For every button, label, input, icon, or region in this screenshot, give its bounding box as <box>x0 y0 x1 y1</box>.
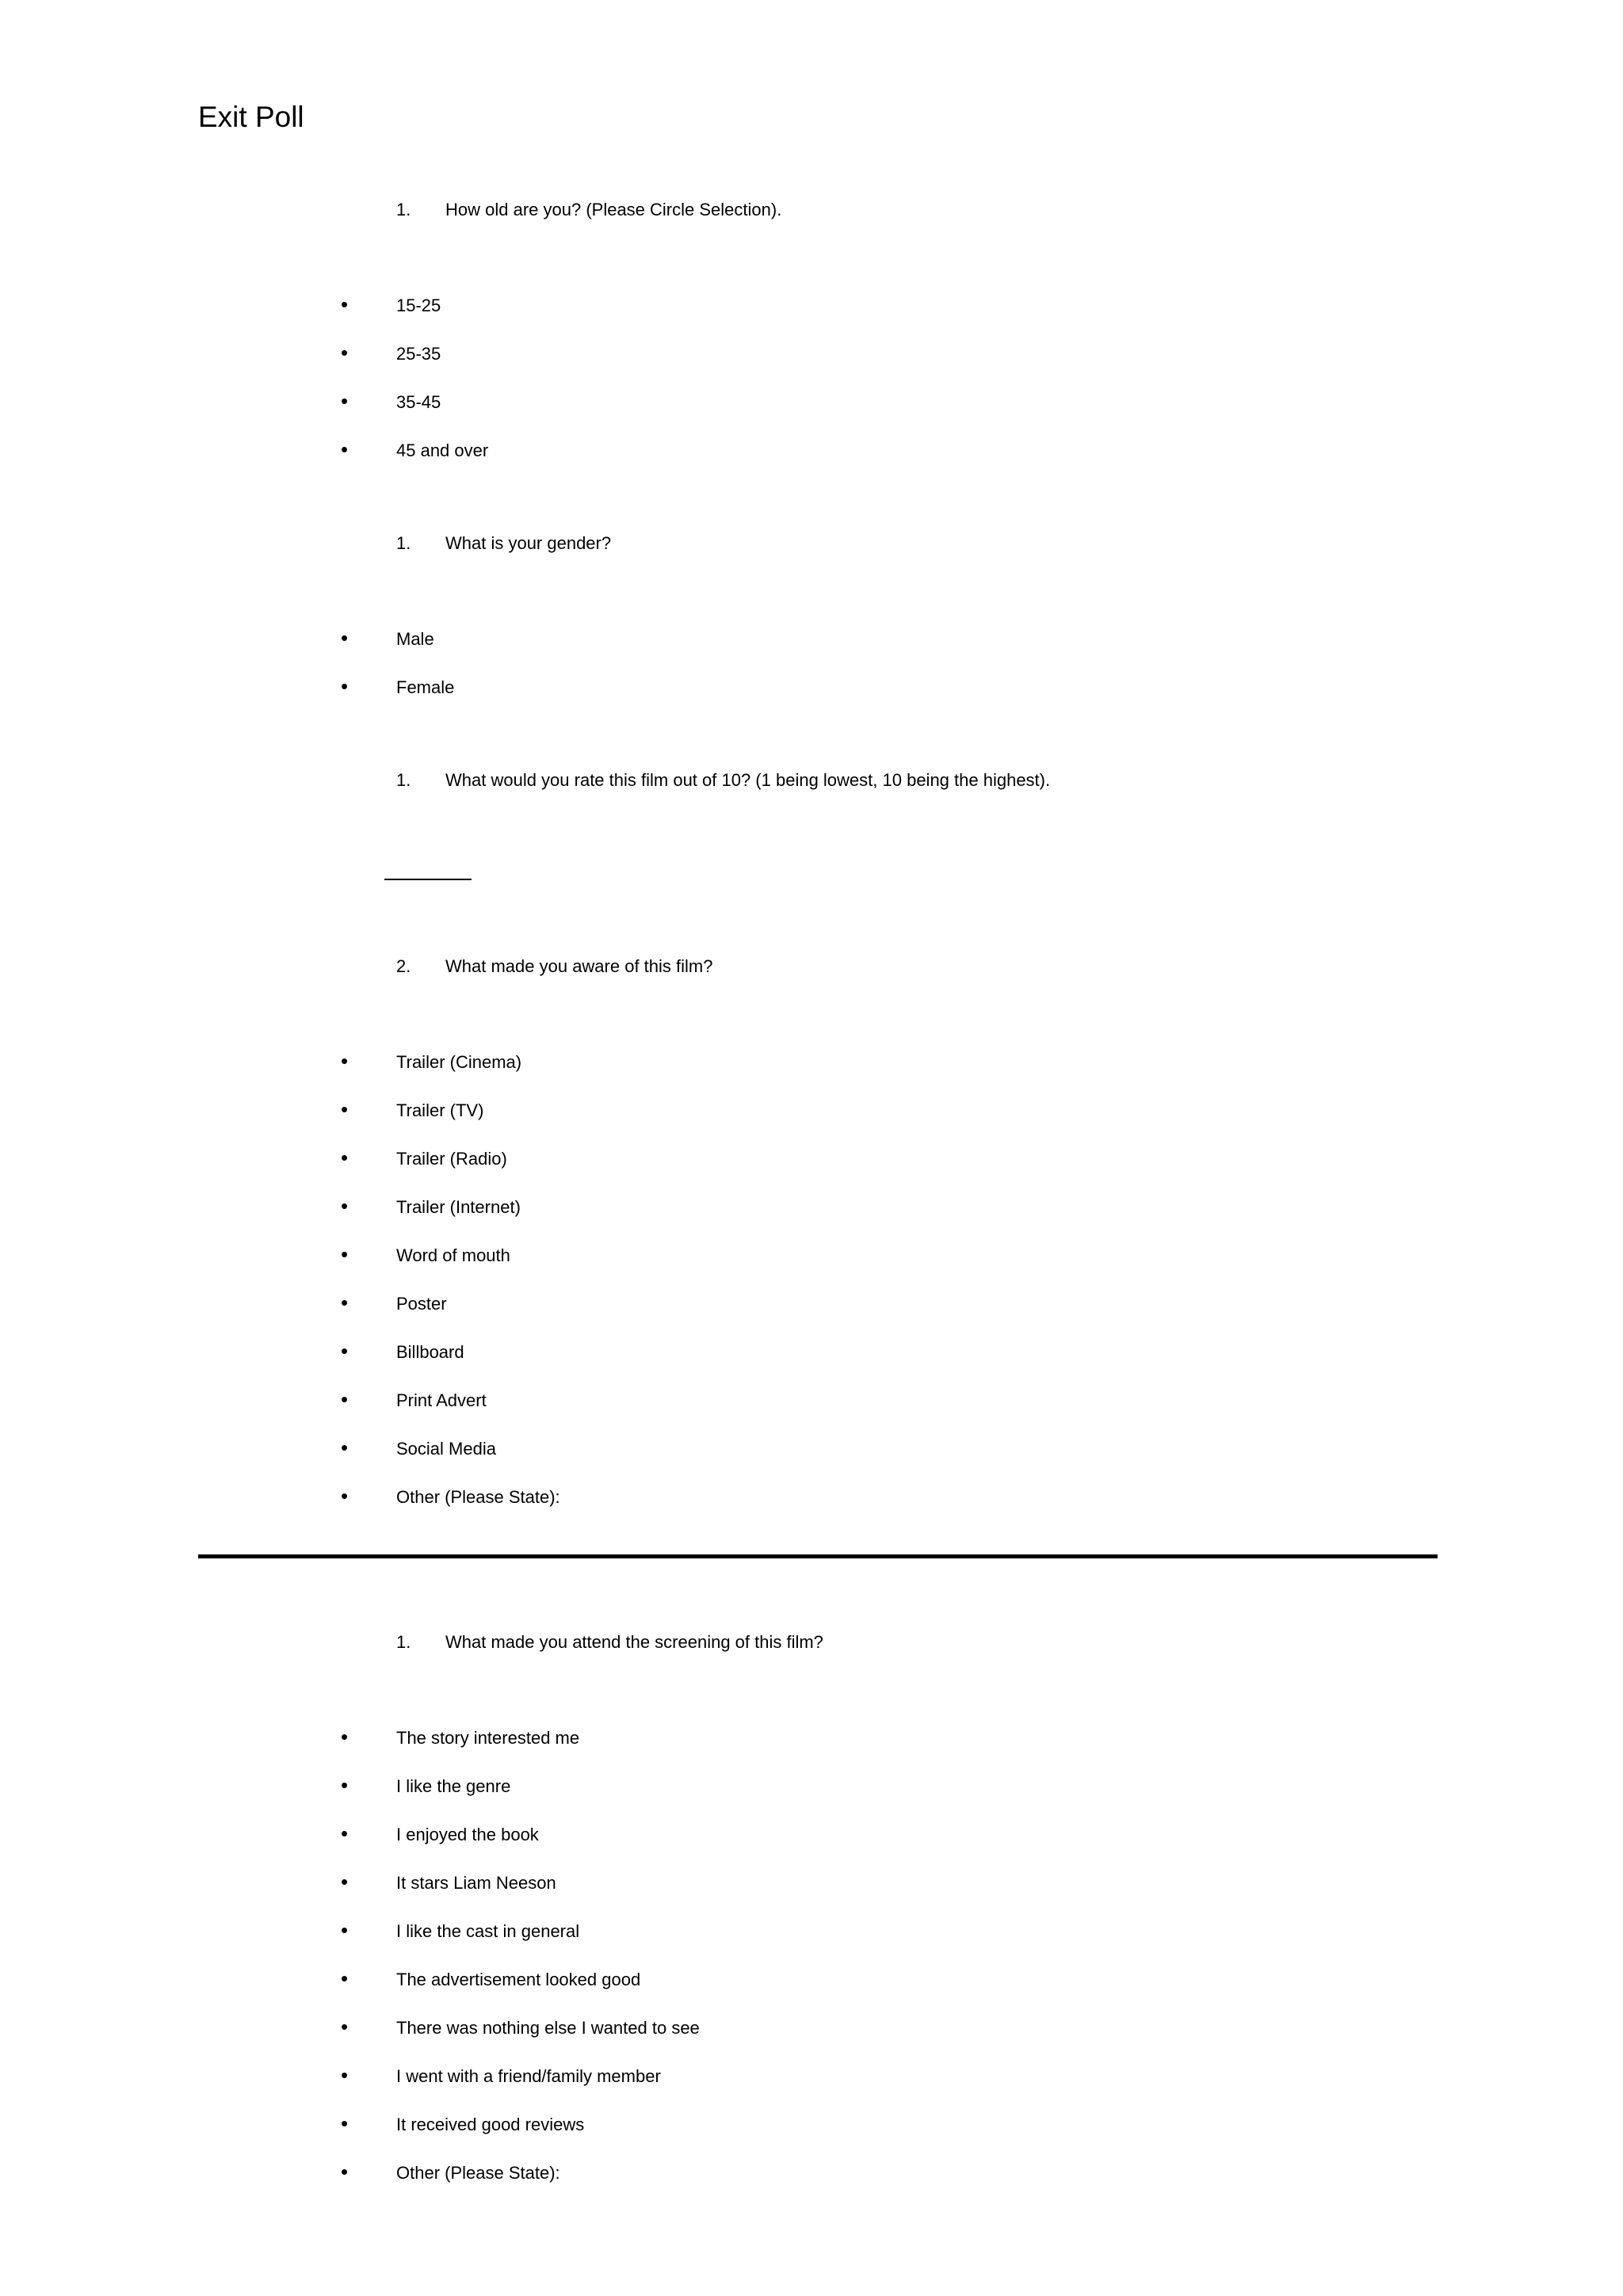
option-stars-liam-neeson[interactable] <box>341 1870 700 1918</box>
bullet-icon: • <box>341 1484 349 1508</box>
page-title: Exit Poll <box>198 101 304 133</box>
bullet-icon: • <box>341 1436 349 1459</box>
bullet-icon: • <box>341 2160 349 2183</box>
bullet-icon: • <box>341 2111 349 2135</box>
question-text: How old are you? (Please Circle Selection). <box>445 200 782 219</box>
bullet-icon: • <box>341 1821 349 1845</box>
option-label: Trailer (TV) <box>396 1100 484 1120</box>
option-label: 25-35 <box>396 344 441 364</box>
option-word-of-mouth[interactable] <box>341 1242 560 1291</box>
option-label: The advertisement looked good <box>396 1970 641 1989</box>
option-label: 15-25 <box>396 296 441 315</box>
option-story-interested[interactable] <box>341 1725 700 1773</box>
option-like-genre[interactable] <box>341 1773 700 1821</box>
bullet-icon: • <box>341 389 349 413</box>
option-poster[interactable] <box>341 1291 560 1339</box>
option-label: Billboard <box>396 1342 464 1362</box>
bullet-icon: • <box>341 1146 349 1169</box>
option-label: There was nothing else I wanted to see <box>396 2018 700 2038</box>
bullet-icon: • <box>341 437 349 461</box>
question-number: 2. <box>396 956 411 976</box>
option-label: It stars Liam Neeson <box>396 1873 556 1893</box>
bullet-icon: • <box>341 2015 349 2039</box>
option-label: Word of mouth <box>396 1245 510 1265</box>
attendance-options-list <box>341 1725 700 2208</box>
option-label: I enjoyed the book <box>396 1825 539 1844</box>
option-social-media[interactable] <box>341 1436 560 1484</box>
option-label: Other (Please State): <box>396 1487 560 1507</box>
question-attendance <box>396 1630 823 1654</box>
question-text: What made you aware of this film? <box>445 956 713 976</box>
option-awareness-other[interactable] <box>341 1484 560 1532</box>
option-trailer-cinema[interactable] <box>341 1049 560 1097</box>
bullet-icon: • <box>341 1242 349 1266</box>
question-text: What made you attend the screening of this film? <box>445 1632 823 1652</box>
question-rating <box>396 769 1050 792</box>
option-label: Poster <box>396 1294 447 1314</box>
question-number: 1. <box>396 1632 411 1652</box>
bullet-icon: • <box>341 1194 349 1218</box>
option-label: Trailer (Internet) <box>396 1197 521 1217</box>
option-label: Female <box>396 677 455 697</box>
bullet-icon: • <box>341 292 349 316</box>
bullet-icon: • <box>341 1291 349 1314</box>
question-text: What would you rate this film out of 10? (1 being lowest, 10 being the highest). <box>445 770 1051 790</box>
option-label: I like the cast in general <box>396 1921 580 1941</box>
option-print-advert[interactable] <box>341 1387 560 1436</box>
bullet-icon: • <box>341 1870 349 1894</box>
option-nothing-else[interactable] <box>341 2015 700 2063</box>
option-age-15-25[interactable] <box>341 292 488 341</box>
bullet-icon: • <box>341 626 349 650</box>
option-label: Male <box>396 629 434 649</box>
question-awareness <box>396 955 712 978</box>
option-label: I went with a friend/family member <box>396 2066 661 2086</box>
option-label: The story interested me <box>396 1728 580 1748</box>
age-options-list <box>341 292 488 486</box>
option-label: It received good reviews <box>396 2115 585 2134</box>
option-label: Trailer (Radio) <box>396 1149 507 1169</box>
option-label: Other (Please State): <box>396 2163 560 2183</box>
bullet-icon: • <box>341 1049 349 1073</box>
bullet-icon: • <box>341 1387 349 1411</box>
awareness-options-list <box>341 1049 560 1532</box>
question-number: 1. <box>396 770 411 790</box>
option-like-cast[interactable] <box>341 1918 700 1966</box>
option-age-25-35[interactable] <box>341 341 488 389</box>
rating-answer-line[interactable] <box>384 879 472 880</box>
option-label: Trailer (Cinema) <box>396 1052 522 1072</box>
option-label: 35-45 <box>396 392 441 412</box>
bullet-icon: • <box>341 2063 349 2087</box>
option-label: Print Advert <box>396 1390 487 1410</box>
option-gender-male[interactable] <box>341 626 454 674</box>
option-gender-female[interactable] <box>341 674 454 723</box>
option-enjoyed-book[interactable] <box>341 1821 700 1870</box>
option-billboard[interactable] <box>341 1339 560 1387</box>
option-trailer-internet[interactable] <box>341 1194 560 1242</box>
bullet-icon: • <box>341 1966 349 1990</box>
option-label: I like the genre <box>396 1776 511 1796</box>
question-age <box>396 198 781 222</box>
question-gender <box>396 532 611 555</box>
bullet-icon: • <box>341 341 349 364</box>
option-trailer-radio[interactable] <box>341 1146 560 1194</box>
bullet-icon: • <box>341 674 349 698</box>
option-label: 45 and over <box>396 441 489 460</box>
option-age-35-45[interactable] <box>341 389 488 437</box>
option-advertisement-good[interactable] <box>341 1966 700 2015</box>
option-good-reviews[interactable] <box>341 2111 700 2160</box>
option-attendance-other[interactable] <box>341 2160 700 2208</box>
bullet-icon: • <box>341 1725 349 1749</box>
option-label: Social Media <box>396 1439 496 1459</box>
bullet-icon: • <box>341 1773 349 1797</box>
option-trailer-tv[interactable] <box>341 1097 560 1146</box>
question-number: 1. <box>396 533 411 553</box>
question-number: 1. <box>396 200 411 219</box>
gender-options-list <box>341 626 454 723</box>
section-divider <box>198 1554 1438 1558</box>
bullet-icon: • <box>341 1097 349 1121</box>
bullet-icon: • <box>341 1918 349 1942</box>
option-age-45-and-over[interactable] <box>341 437 488 486</box>
question-text: What is your gender? <box>445 533 612 553</box>
bullet-icon: • <box>341 1339 349 1363</box>
option-went-with-friend[interactable] <box>341 2063 700 2111</box>
